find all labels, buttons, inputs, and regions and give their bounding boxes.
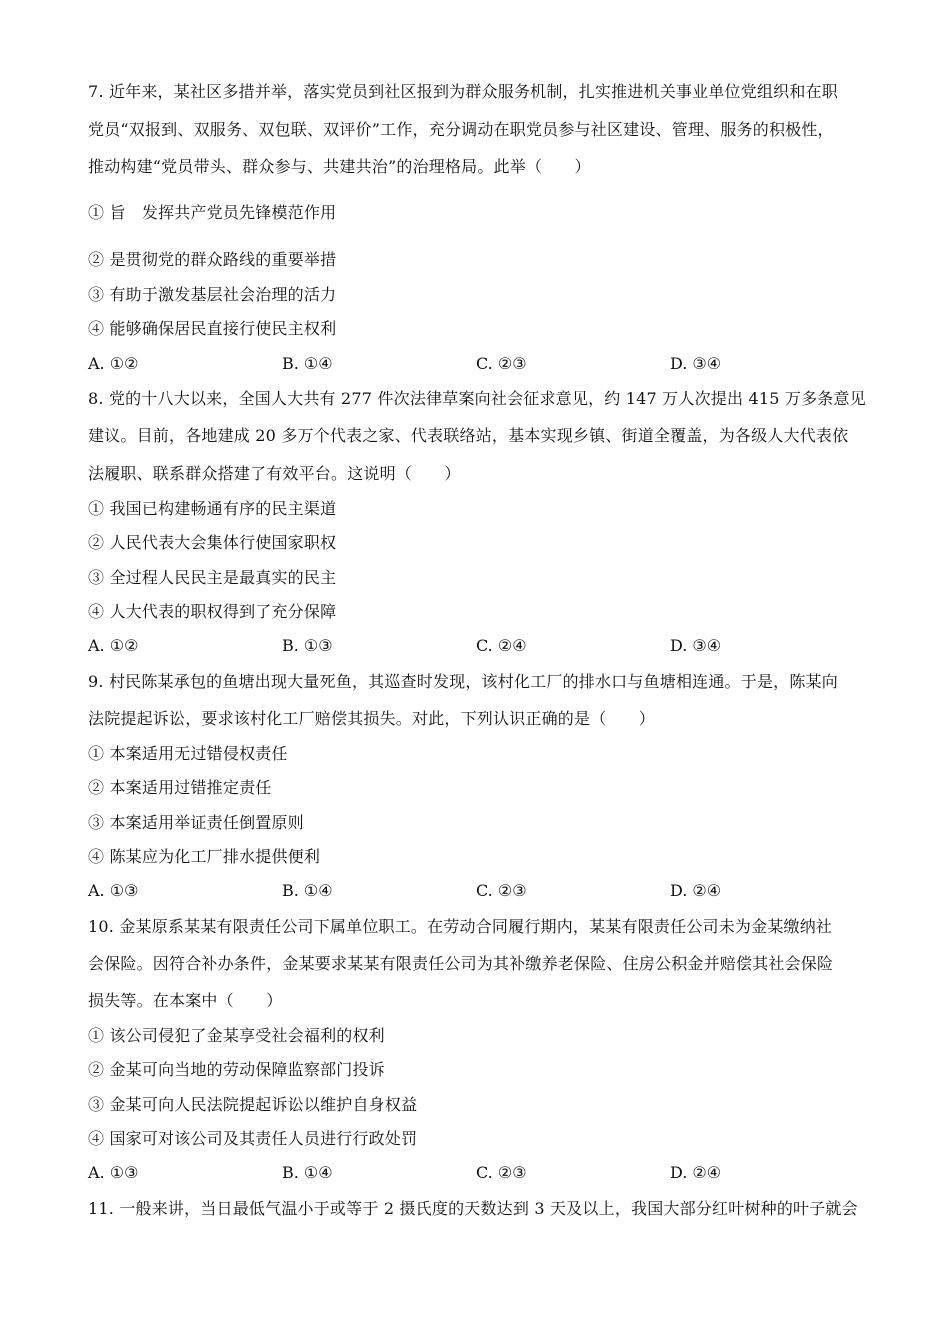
question-stem-line: 9. 村民陈某承包的鱼塘出现大量死鱼，其巡查时发现，该村化工厂的排水口与鱼塘相连通。于是，陈某向 [88,672,838,691]
option-line: ① 我国已构建畅通有序的民主渠道 [88,499,337,518]
option-line: ③ 本案适用举证责任倒置原则 [88,813,304,832]
question-stem-line: 法履职、联系群众搭建了有效平台。这说明（ ） [88,464,461,483]
answer-choice-d: D. ③④ [670,636,722,655]
option-line: ③ 全过程人民民主是最真实的民主 [88,568,337,587]
question-stem-line: 党员“双报到、双服务、双包联、双评价”工作，充分调动在职党员参与社区建设、管理、服务的积极性， [88,120,834,139]
answer-choice-b: B. ①④ [282,1163,333,1182]
option-line: ② 是贯彻党的群众路线的重要举措 [88,250,337,269]
question-stem-line: 11. 一般来讲，当日最低气温小于或等于 2 摄氏度的天数达到 3 天及以上，我国大部分红叶树种的叶子就会 [88,1199,858,1218]
option-line: ④ 能够确保居民直接行使民主权利 [88,319,337,338]
option-line: ③ 金某可向人民法院提起诉讼以维护自身权益 [88,1095,418,1114]
answer-choice-d: D. ③④ [670,354,722,373]
answer-choice-d: D. ②④ [670,1163,722,1182]
answer-choice-a: A. ①② [88,636,139,655]
option-line: ④ 国家可对该公司及其责任人员进行行政处罚 [88,1129,418,1148]
question-stem-line: 损失等。在本案中（ ） [88,991,283,1010]
answer-choice-a: A. ①③ [88,881,139,900]
option-line: ③ 有助于激发基层社会治理的活力 [88,285,337,304]
answer-choice-b: B. ①④ [282,354,333,373]
question-stem-line: 8. 党的十八大以来，全国人大共有 277 件次法律草案向社会征求意见，约 147 万人次提出 415 万多条意见 [88,389,866,408]
answer-choice-b: B. ①④ [282,881,333,900]
question-stem-line: 会保险。因符合补办条件，金某要求某某有限责任公司为其补缴养老保险、住房公积金并赔偿其社会保险 [88,954,834,973]
option-line: ④ 人大代表的职权得到了充分保障 [88,602,337,621]
option-line: ② 人民代表大会集体行使国家职权 [88,533,337,552]
answer-choice-a: A. ①② [88,354,139,373]
answer-choice-c: C. ②③ [476,354,527,373]
answer-choice-a: A. ①③ [88,1163,139,1182]
answer-choice-c: C. ②④ [476,636,527,655]
option-line: ④ 陈某应为化工厂排水提供便利 [88,847,321,866]
question-stem-line: 推动构建“党员带头、群众参与、共建共治”的治理格局。此举（ ） [88,157,591,176]
question-stem-line: 7. 近年来，某社区多措并举，落实党员到社区报到为群众服务机制，扎实推进机关事业单位党组织和在职 [88,82,838,101]
question-stem-line: 10. 金某原系某某有限责任公司下属单位职工。在劳动合同履行期内，某某有限责任公司未为金某缴纳社 [88,917,833,936]
answer-choice-d: D. ②④ [670,881,722,900]
answer-choice-c: C. ②③ [476,1163,527,1182]
answer-choice-c: C. ②③ [476,881,527,900]
option-line: ① 该公司侵犯了金某享受社会福利的权利 [88,1026,385,1045]
question-stem-line: 建议。目前，各地建成 20 多万个代表之家、代表联络站，基本实现乡镇、街道全覆盖，为各级人大代表依 [88,426,849,445]
answer-choice-b: B. ①③ [282,636,333,655]
option-line: ② 金某可向当地的劳动保障监察部门投诉 [88,1060,385,1079]
option-line: ② 本案适用过错推定责任 [88,778,272,797]
option-line: ① 本案适用无过错侵权责任 [88,744,288,763]
question-stem-line: 法院提起诉讼，要求该村化工厂赔偿其损失。对此，下列认识正确的是（ ） [88,709,656,728]
option-line: ① 旨 发挥共产党员先锋模范作用 [88,203,337,222]
